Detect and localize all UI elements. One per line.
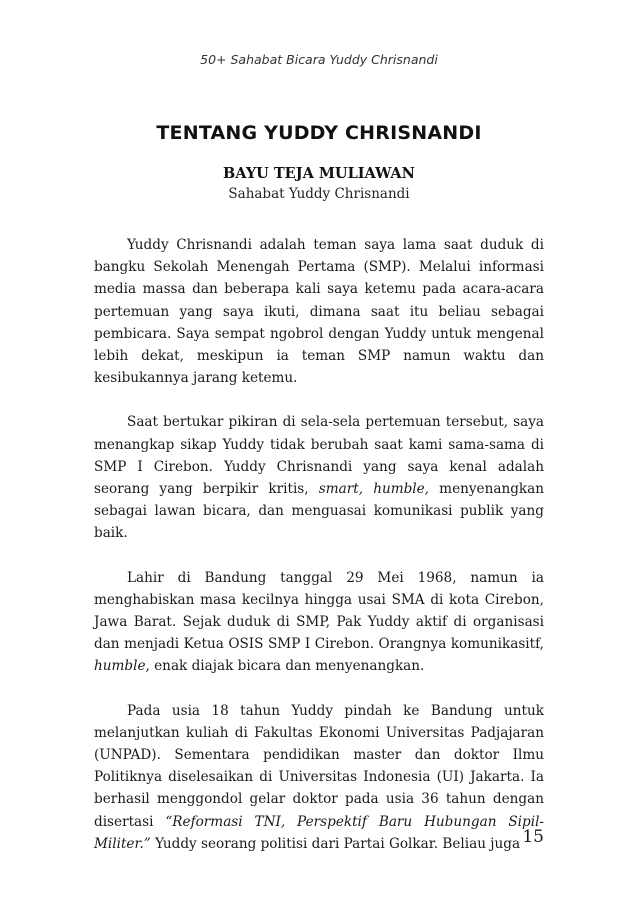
paragraph-2-text-b: menyenangkan sebagai lawan bicara, dan menguasai komunikasi publik yang baik. <box>94 481 545 542</box>
paragraph-1: Yuddy Chrisnandi adalah teman saya lama saat duduk di bangku Sekolah Menengah Pertama (SMP). Melalui informasi media massa dan beberapa kali saya ketemu pada acara-acara pertemuan yang saya ikuti, dimana saat itu beliau sebagai pembicara. Saya sempat ngobrol dengan Yuddy untuk mengenal lebih dekat, meskipun ia teman SMP namun waktu dan kesibukannya jarang ketemu. <box>94 237 544 387</box>
author-role: Sahabat Yuddy Chrisnandi <box>228 186 410 202</box>
paragraph-3-text-b: , enak diajak bicara dan menyenangkan. <box>145 658 425 675</box>
author-name: BAYU TEJA MULIAWAN <box>223 165 415 182</box>
paragraph-2-italic: smart, humble, <box>318 481 430 498</box>
paragraph-4-italic: “Reformasi TNI, Perspektif Baru Hubungan Sipil-Militer.” <box>94 813 545 852</box>
paragraph-2 <box>94 411 544 544</box>
running-header: 50+ Sahabat Bicara Yuddy Chrisnandi <box>200 52 438 67</box>
paragraph-4-text-b: Yuddy seorang politisi dari Partai Golkar. Beliau juga <box>150 835 521 852</box>
paragraph-4 <box>94 700 544 855</box>
paragraph-3 <box>94 567 544 678</box>
paragraph-3-italic: humble <box>94 658 146 675</box>
page-number: 15 <box>522 827 544 847</box>
paragraph-3-text-a: Lahir di Bandung tanggal 29 Mei 1968, namun ia menghabiskan masa kecilnya hingga usai SMA di kota Cirebon, Jawa Barat. Sejak duduk di SMP, Pak Yuddy aktif di organisasi dan menjadi Ketua OSIS SMP I Cirebon. Orangnya komunikasitf, <box>94 569 544 653</box>
chapter-title: TENTANG YUDDY CHRISNANDI <box>156 122 482 144</box>
paragraph-4-text-a: Pada usia 18 tahun Yuddy pindah ke Bandung untuk melanjutkan kuliah di Fakultas Ekonomi Universitas Padjajaran (UNPAD). Sementara pendidikan master dan doktor Ilmu Politiknya diselesaikan di Universitas Indonesia (UI) Jakarta. Ia berhasil menggondol gelar doktor pada usia 36 tahun dengan disertasi <box>94 702 544 830</box>
body-text <box>94 234 544 855</box>
paragraph-2-text-a: Saat bertukar pikiran di sela-sela pertemuan tersebut, saya menangkap sikap Yuddy tidak berubah saat kami sama-sama di SMP I Cirebon. Yuddy Chrisnandi yang saya kenal adalah seorang yang berpikir kritis, <box>94 414 544 498</box>
